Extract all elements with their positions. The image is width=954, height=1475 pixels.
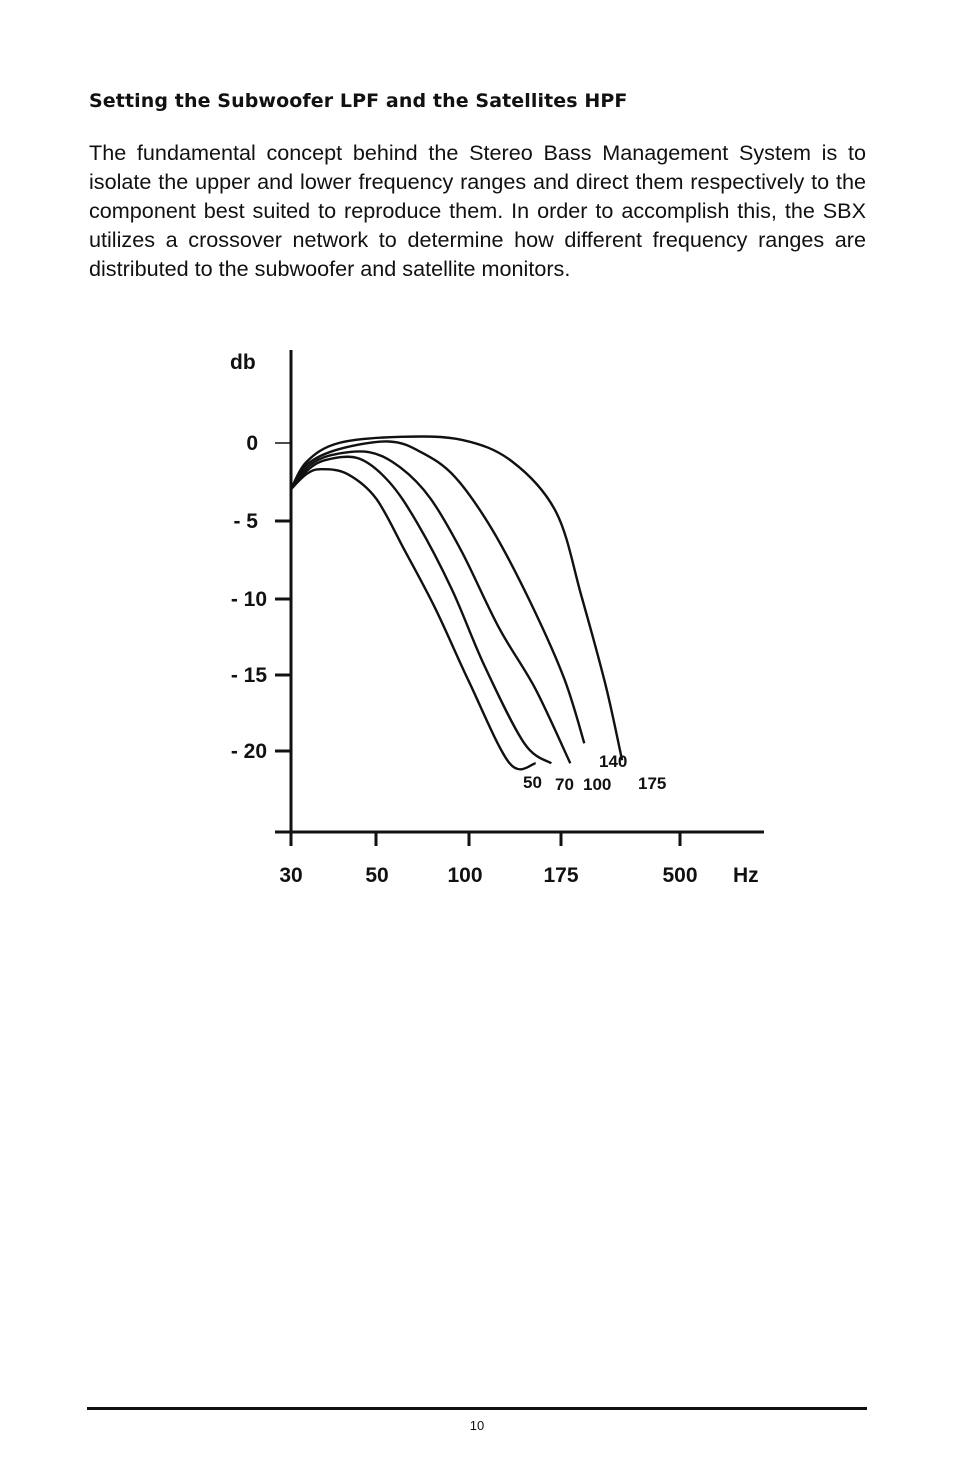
- y-tick-label: 0: [246, 432, 258, 455]
- x-tick-label: 50: [365, 864, 389, 887]
- curve-label-70: 70: [555, 775, 574, 794]
- x-tick-label: 100: [447, 864, 483, 887]
- body-paragraph: The fundamental concept behind the Stereo Bass Management System is to isolate the upper and lower frequency ranges and direct them respectively to the component best suited to reproduce them. In order to accomplish this, the SBX utilizes a crossover network to determine how different frequency ranges are distributed to the subwoofer and satellite monitors.: [89, 140, 866, 281]
- page-number: 10: [469, 1418, 485, 1433]
- curve-label-50: 50: [523, 773, 542, 792]
- footer-rule: [87, 1407, 867, 1410]
- y-tick-label: - 10: [230, 588, 267, 611]
- curve-label-140: 140: [599, 752, 628, 771]
- crossover-chart: [200, 335, 800, 905]
- x-axis-label: Hz: [733, 864, 759, 887]
- y-tick-label: - 20: [230, 740, 267, 763]
- x-tick-label: 30: [279, 864, 303, 887]
- section-heading: Setting the Subwoofer LPF and the Satellites HPF: [89, 90, 628, 112]
- x-tick-label: 500: [662, 864, 698, 887]
- x-tick-label: 175: [543, 864, 579, 887]
- curve-100: [291, 451, 570, 763]
- curve-70: [291, 457, 551, 764]
- y-axis-label: db: [230, 351, 256, 374]
- y-tick-label: - 15: [230, 664, 267, 687]
- curve-label-100: 100: [583, 775, 612, 794]
- curve-label-175: 175: [638, 774, 667, 793]
- y-tick-label: - 5: [233, 510, 258, 533]
